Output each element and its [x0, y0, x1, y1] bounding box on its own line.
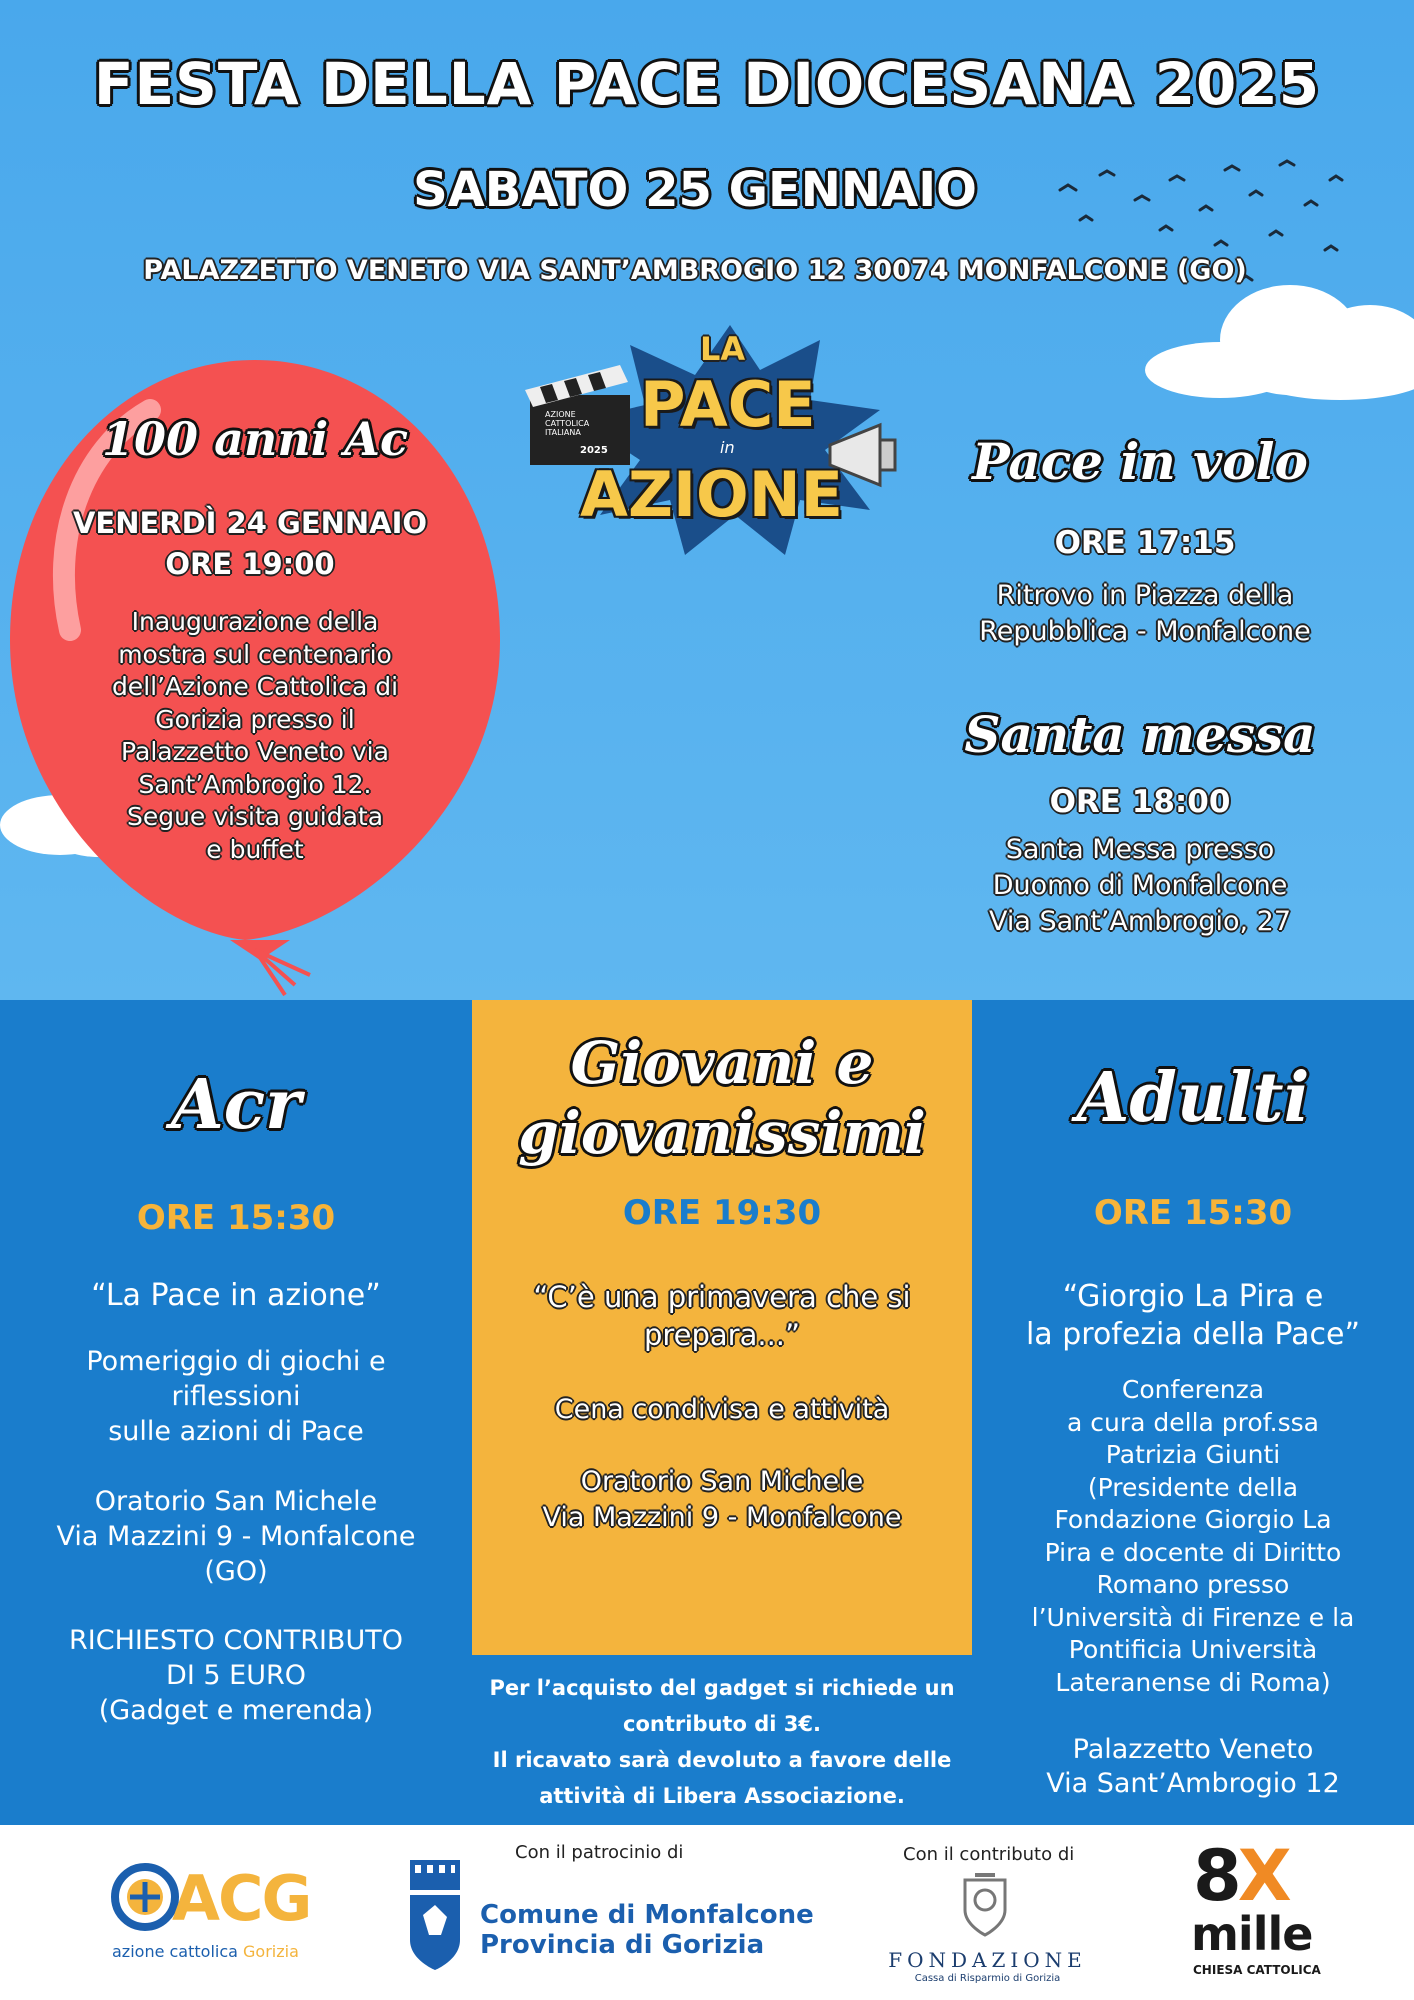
adulti-quote [972, 1278, 1414, 1354]
x-accent [1241, 1841, 1291, 1901]
contributo-label: Con il contributo di [903, 1844, 1075, 1865]
adulti-desc-line: Patrizia Giunti [1105, 1440, 1281, 1469]
acr-place-line: Oratorio San Michele [94, 1486, 378, 1517]
giovani-note [472, 1670, 972, 1814]
adulti-desc-line: Conferenza [1121, 1375, 1265, 1404]
logo-pace: PACE [640, 368, 816, 441]
giovani-desc: Cena condivisa e attività [554, 1394, 890, 1425]
balloon-line: Palazzetto Veneto via [121, 737, 389, 766]
adulti-desc [972, 1374, 1414, 1699]
adulti-desc-line: Lateranense di Roma) [1055, 1667, 1331, 1697]
adulti-desc-line: Pontificia Università [1068, 1635, 1318, 1664]
patrocinio-label: Con il patrocinio di [515, 1842, 684, 1863]
santa-messa-desc [935, 832, 1345, 940]
adulti-place-line: Via Sant’Ambrogio 12 [1046, 1768, 1340, 1799]
acr-time: ORE 15:30 [136, 1198, 336, 1238]
giovani-title [472, 1028, 972, 1168]
adulti-desc-line: l’Università di Firenze e la [1031, 1602, 1355, 1632]
acr-place [0, 1484, 472, 1589]
adulti-desc-line: a cura della prof.ssa [1066, 1407, 1319, 1437]
adulti-quote-line: la profezia della Pace” [1025, 1317, 1361, 1352]
santa-messa-line: Duomo di Monfalcone [992, 870, 1288, 901]
balloon-date: VENERDÌ 24 GENNAIO [72, 506, 428, 540]
giovani-quote [472, 1278, 972, 1354]
balloon-title: 100 anni Ac [102, 412, 408, 466]
adulti-desc-line: Romano presso [1096, 1570, 1290, 1599]
acg-name [112, 1942, 299, 1961]
acr-place-line: (GO) [204, 1556, 268, 1587]
clapper-text: AZIONE CATTOLICA ITALIANA [545, 410, 590, 437]
balloon-line: e buffet [206, 834, 304, 864]
balloon-line: Sant’Ambrogio 12. [138, 769, 372, 799]
acr-title: Acr [171, 1065, 301, 1145]
adulti-place-line: Palazzetto Veneto [1072, 1734, 1314, 1765]
acg-name-text: azione cattolica [112, 1942, 238, 1961]
adulti-quote-line: “Giorgio La Pira e [1062, 1279, 1324, 1314]
event-venue: PALAZZETTO VENETO VIA SANT’AMBROGIO 12 30074 MONFALCONE (GO) [143, 255, 1247, 286]
pace-in-volo-line: Repubblica - Monfalcone [979, 616, 1311, 647]
acg-city: Gorizia [243, 1942, 299, 1961]
fondazione-sub: Cassa di Risparmio di Gorizia [914, 1973, 1061, 1984]
fondazione-crest-icon [955, 1870, 1015, 1940]
comune-line: Comune di Monfalcone [480, 1900, 814, 1930]
adulti-desc-line: (Presidente della [1087, 1472, 1299, 1502]
mille-text: mille [1191, 1907, 1313, 1961]
acr-desc-line: sulle azioni di Pace [108, 1416, 364, 1447]
balloon-description [60, 606, 450, 866]
adulti-desc-line: Pira e docente di Diritto [1044, 1537, 1342, 1567]
balloon-time: ORE 19:00 [165, 547, 335, 581]
logo-azione: AZIONE [580, 458, 843, 531]
clapper-year: 2025 [580, 445, 608, 456]
comune-line: Provincia di Gorizia [480, 1930, 765, 1960]
pace-in-volo-line: Ritrovo in Piazza della [996, 580, 1294, 611]
acr-fee-line: RICHIESTO CONTRIBUTO [69, 1625, 403, 1656]
acr-fee-line: DI 5 EURO [166, 1660, 306, 1691]
adulti-title: Adulti [1076, 1058, 1310, 1138]
logo-in: in [720, 438, 735, 457]
chiesa-text: CHIESA CATTOLICA [1193, 1963, 1321, 1977]
santa-messa-time: ORE 18:00 [1049, 784, 1231, 820]
event-date: SABATO 25 GENNAIO [413, 162, 977, 218]
balloon-line: mostra sul centenario [118, 639, 392, 669]
giovani-title-line: giovanissimi [518, 1099, 926, 1167]
pace-in-volo-title: Pace in volo [972, 432, 1308, 491]
santa-messa-line: Via Sant’Ambrogio, 27 [988, 906, 1292, 937]
logo-la: LA [700, 330, 746, 368]
giovani-place-line: Oratorio San Michele [580, 1466, 864, 1497]
balloon-line: Gorizia presso il [155, 704, 355, 734]
pace-in-volo-desc [940, 578, 1350, 650]
acr-desc-line: riflessioni [171, 1381, 301, 1412]
giovani-note-line: contributo di 3€. [623, 1712, 821, 1736]
giovani-note-line: attività di Libera Associazione. [539, 1784, 905, 1808]
acr-fee [0, 1623, 472, 1728]
acr-place-line: Via Mazzini 9 - Monfalcone [56, 1521, 416, 1552]
pace-in-volo-time: ORE 17:15 [1054, 525, 1236, 561]
giovani-quote-line: prepara...” [643, 1318, 801, 1352]
acr-quote: “La Pace in azione” [91, 1278, 381, 1313]
adulti-place [972, 1733, 1414, 1801]
giovani-place [472, 1464, 972, 1536]
santa-messa-title: Santa messa [964, 705, 1316, 764]
adulti-desc-line: Fondazione Giorgio La [1054, 1505, 1332, 1534]
otto-per-mille-logo [1185, 1835, 1345, 1985]
acg-letters: ACG [172, 1862, 311, 1935]
giovani-place-line: Via Mazzini 9 - Monfalcone [542, 1502, 902, 1533]
giovani-note-line: Il ricavato sarà devoluto a favore delle [492, 1748, 952, 1772]
event-title: FESTA DELLA PACE DIOCESANA 2025 [93, 50, 1321, 118]
comune-name [480, 1900, 814, 1960]
balloon-line: dell’Azione Cattolica di [111, 672, 399, 701]
giovani-title-line: Giovani e [570, 1029, 874, 1097]
adulti-time: ORE 15:30 [1093, 1193, 1293, 1233]
santa-messa-line: Santa Messa presso [1005, 834, 1275, 865]
acr-fee-line: (Gadget e merenda) [98, 1695, 374, 1726]
otto-mark: 8X [1193, 1835, 1288, 1917]
acg-emblem-icon [110, 1862, 180, 1932]
comune-crest-icon [405, 1855, 465, 1975]
giovani-note-line: Per l’acquisto del gadget si richiede un [489, 1676, 955, 1700]
acg-logo [110, 1862, 330, 1972]
giovani-time: ORE 19:30 [622, 1193, 822, 1233]
balloon-line: Segue visita guidata [126, 802, 384, 831]
giovani-quote-line: “C’è una primavera che si [533, 1280, 911, 1314]
acr-description [0, 1344, 472, 1449]
balloon-line: Inaugurazione della [131, 607, 379, 636]
pace-in-azione-logo [520, 320, 920, 560]
fondazione-name: FONDAZIONE [888, 1948, 1087, 1972]
acr-desc-line: Pomeriggio di giochi e [86, 1346, 386, 1377]
